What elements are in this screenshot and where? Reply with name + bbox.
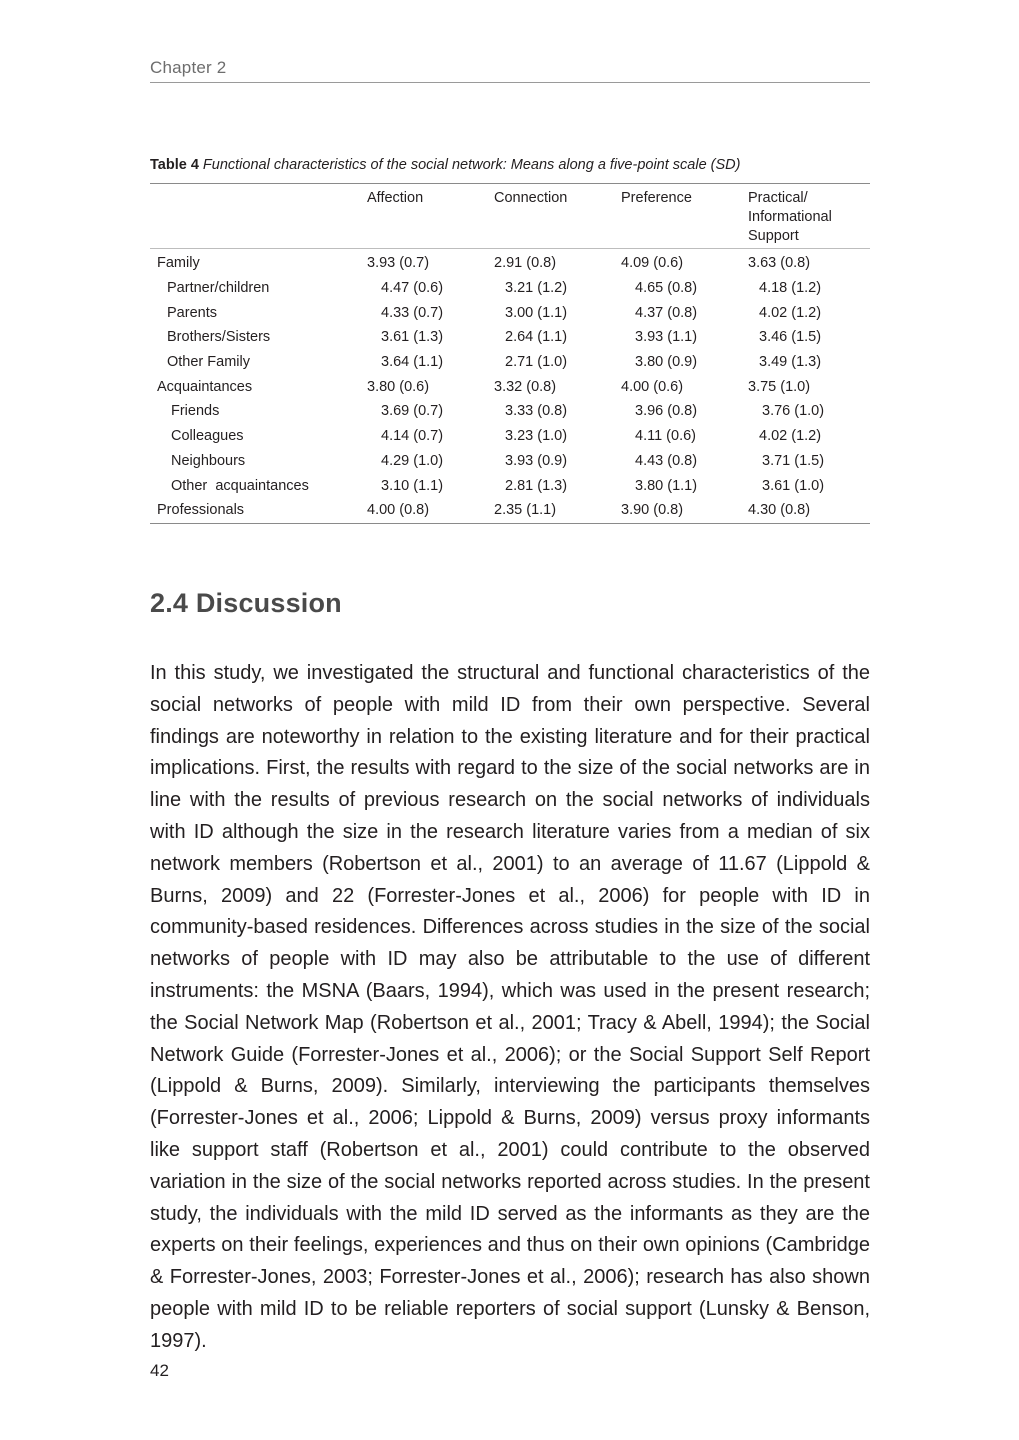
cell-affection: 4.00 (0.8) xyxy=(367,498,494,523)
cell-practical: 4.18 (1.2) xyxy=(759,280,822,297)
functional-characteristics-table xyxy=(150,183,870,524)
row-label: Other acquaintances xyxy=(171,477,309,494)
cell-affection: 3.69 (0.7) xyxy=(381,403,444,420)
table-row-partner-children xyxy=(150,276,870,301)
cell-preference: 3.80 (1.1) xyxy=(635,477,698,494)
cell-affection: 4.33 (0.7) xyxy=(381,304,444,321)
cell-connection: 3.21 (1.2) xyxy=(505,280,568,297)
table-row-other-family xyxy=(150,350,870,375)
table-caption xyxy=(150,157,870,173)
cell-connection: 2.35 (1.1) xyxy=(494,498,621,523)
running-head: Chapter 2 xyxy=(150,58,870,83)
row-label: Professionals xyxy=(150,498,367,523)
cell-affection: 3.93 (0.7) xyxy=(367,255,430,272)
cell-practical: 3.63 (0.8) xyxy=(748,255,811,272)
cell-preference: 4.11 (0.6) xyxy=(635,428,696,445)
page-number: 42 xyxy=(150,1361,169,1380)
table-row-colleagues xyxy=(150,424,870,449)
discussion-body xyxy=(150,658,870,1358)
row-label: Friends xyxy=(171,403,220,420)
header-empty-cell xyxy=(150,184,367,249)
row-label: Colleagues xyxy=(171,428,244,445)
cell-connection: 3.93 (0.9) xyxy=(505,452,568,469)
header-practical-line-2: Informational xyxy=(748,209,832,225)
cell-preference: 3.96 (0.8) xyxy=(635,403,698,420)
cell-connection: 3.23 (1.0) xyxy=(505,428,568,445)
section-heading: 2.4 Discussion xyxy=(150,588,342,618)
row-label: Other Family xyxy=(167,354,250,371)
cell-practical: 4.02 (1.2) xyxy=(759,428,822,445)
row-label: Brothers/Sisters xyxy=(167,329,271,346)
table-row-acquaintances xyxy=(150,374,870,399)
cell-preference: 3.80 (0.9) xyxy=(635,354,698,371)
cell-preference: 4.43 (0.8) xyxy=(635,452,698,469)
cell-preference: 4.00 (0.6) xyxy=(621,378,684,395)
table-row-neighbours xyxy=(150,449,870,474)
table-header-row xyxy=(150,184,870,249)
cell-practical: 3.76 (1.0) xyxy=(762,403,825,420)
cell-practical: 3.46 (1.5) xyxy=(759,329,822,346)
table-row-friends xyxy=(150,399,870,424)
cell-preference: 4.37 (0.8) xyxy=(635,304,698,321)
header-connection: Connection xyxy=(494,184,621,249)
cell-preference: 4.65 (0.8) xyxy=(635,280,698,297)
cell-practical: 3.71 (1.5) xyxy=(762,452,825,469)
cell-preference: 4.09 (0.6) xyxy=(621,255,684,272)
cell-preference: 3.90 (0.8) xyxy=(621,498,748,523)
header-practical-line-1: Practical/ xyxy=(748,190,808,206)
header-affection: Affection xyxy=(367,184,494,249)
header-preference: Preference xyxy=(621,184,748,249)
cell-affection: 3.80 (0.6) xyxy=(367,378,430,395)
cell-practical: 4.02 (1.2) xyxy=(759,304,822,321)
cell-connection: 3.00 (1.1) xyxy=(505,304,568,321)
cell-affection: 3.10 (1.1) xyxy=(381,477,444,494)
cell-affection: 3.61 (1.3) xyxy=(381,329,444,346)
table-row-brothers-sisters xyxy=(150,325,870,350)
cell-connection: 2.71 (1.0) xyxy=(505,354,568,371)
header-practical-line-3: Support xyxy=(748,228,799,244)
row-label: Parents xyxy=(167,304,217,321)
table-row-family xyxy=(150,249,870,276)
cell-affection: 3.64 (1.1) xyxy=(381,354,444,371)
cell-practical: 3.75 (1.0) xyxy=(748,378,811,395)
cell-connection: 2.81 (1.3) xyxy=(505,477,568,494)
cell-practical: 4.30 (0.8) xyxy=(748,498,870,523)
table-title: Functional characteristics of the social network: Means along a five-point scale (SD) xyxy=(202,157,741,173)
table-row-parents xyxy=(150,300,870,325)
cell-practical: 3.61 (1.0) xyxy=(762,477,825,494)
cell-affection: 4.29 (1.0) xyxy=(381,452,444,469)
cell-affection: 4.14 (0.7) xyxy=(381,428,444,445)
row-label: Partner/children xyxy=(167,280,270,297)
table-row-other-acquaintances xyxy=(150,473,870,498)
row-label: Acquaintances xyxy=(157,378,253,395)
row-label: Neighbours xyxy=(171,452,246,469)
table-label: Table 4 xyxy=(150,157,199,173)
cell-affection: 4.47 (0.6) xyxy=(381,280,444,297)
cell-preference: 3.93 (1.1) xyxy=(635,329,698,346)
table-row-professionals xyxy=(150,498,870,523)
discussion-paragraph: In this study, we investigated the structural and functional characteristics of the social networks of people with mild ID from their own perspective. Several findings are noteworthy in relation to the existing literature and for their practical implications. First, the results with regard to the size of the social networks are in line with the results of previous research on the social networks of individuals with ID although the size in the research literature varies from a median of six network members (Robertson et al., 2001) to an average of 11.67 (Lippold & Burns, 2009) and 22 (Forrester-Jones et al., 2006) for people with ID in community-based residences. Differences across studies in the size of the social networks of people with ID may also be attributable to the use of different instruments: the MSNA (Baars, 1994), which was used in the present research; the Social Network Map (Robertson et al., 2001; Tracy & Abell, 1994); the Social Network Guide (Forrester-Jones et al., 2006); or the Social Support Self Report (Lippold & Burns, 2009). Similarly, interviewing the participants themselves (Forrester-Jones et al., 2006; Lippold & Burns, 2009) versus proxy informants like support staff (Robertson et al., 2001) could contribute to the observed variation in the size of the social networks reported across studies. In the present study, the individuals with the mild ID served as the informants as they are the experts on their feelings, experiences and thus on their own opinions (Cambridge & Forrester-Jones, 2003; Forrester-Jones et al., 2006); research has also shown people with mild ID to be reliable reporters of social support (Lunsky & Benson, 1997). xyxy=(150,662,870,1352)
cell-connection: 2.91 (0.8) xyxy=(494,255,557,272)
cell-practical: 3.49 (1.3) xyxy=(759,354,822,371)
cell-connection: 3.33 (0.8) xyxy=(505,403,568,420)
row-label: Family xyxy=(157,255,200,272)
cell-connection: 3.32 (0.8) xyxy=(494,378,557,395)
cell-connection: 2.64 (1.1) xyxy=(505,329,568,346)
header-practical-support xyxy=(748,184,870,249)
